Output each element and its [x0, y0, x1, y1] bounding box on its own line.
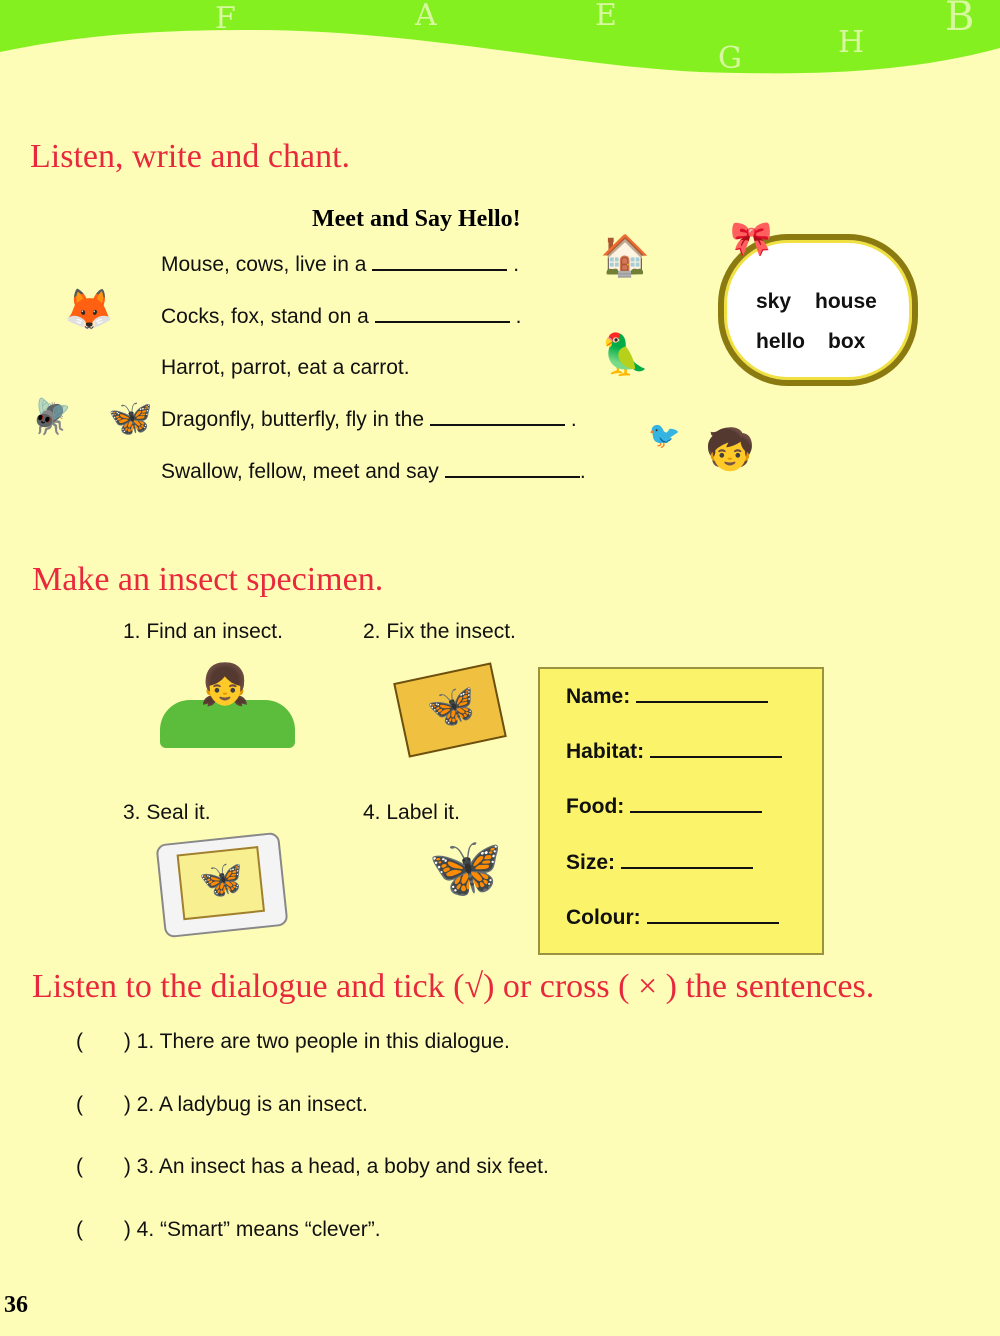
answer-bracket[interactable]: ( )	[76, 1030, 131, 1053]
answer-blank[interactable]	[445, 476, 580, 478]
label-field-habitat: Habitat:	[566, 740, 782, 764]
label-field-food: Food:	[566, 795, 762, 819]
step-label: 4. Label it.	[363, 801, 460, 824]
dragonfly-image: 🪰	[30, 398, 73, 436]
tick-item: ( ) 4. “Smart” means “clever”.	[76, 1218, 381, 1241]
pinned-butterfly-image: 🦋	[393, 662, 507, 757]
step-label: 1. Find an insect.	[123, 620, 283, 643]
sealed-butterfly-image: 🦋	[155, 832, 288, 938]
page-number: 36	[4, 1292, 28, 1318]
house-image: 🏠	[600, 234, 650, 278]
tick-item: ( ) 3. An insect has a head, a boby and six feet.	[76, 1155, 549, 1178]
word-box	[718, 220, 918, 386]
fox-cock-image: 🦊	[64, 288, 114, 332]
swallow-image: 🐦	[648, 420, 681, 450]
answer-blank[interactable]	[630, 811, 762, 813]
step-label: 2. Fix the insect.	[363, 620, 516, 643]
word-option: box	[828, 330, 866, 353]
tick-item: ( ) 1. There are two people in this dialogue.	[76, 1030, 510, 1053]
girl-with-net-image: 👧	[200, 663, 250, 707]
butterfly-image: 🦋	[108, 397, 153, 438]
chant-line-2: Cocks, fox, stand on a .	[161, 305, 522, 328]
chant-line-1: Mouse, cows, live in a .	[161, 253, 520, 276]
banner-letter: B	[945, 0, 975, 40]
answer-blank[interactable]	[621, 867, 753, 869]
answer-bracket[interactable]: ( )	[76, 1155, 131, 1178]
banner-letter: E	[595, 0, 617, 33]
label-field-size: Size:	[566, 851, 753, 875]
banner-letter: A	[415, 0, 437, 33]
section-heading: Listen to the dialogue and tick (√) or cross ( × ) the sentences.	[32, 968, 875, 1005]
bow-icon: 🎀	[730, 220, 773, 258]
answer-blank[interactable]	[372, 269, 507, 271]
label-card	[538, 667, 824, 955]
boy-waving-image: 🧒	[705, 428, 755, 472]
chant-line-3: Harrot, parrot, eat a carrot.	[161, 356, 410, 379]
word-option: hello	[756, 330, 806, 353]
answer-bracket[interactable]: ( )	[76, 1093, 131, 1116]
word-option: house	[815, 290, 877, 313]
grass-image	[160, 700, 295, 748]
header-banner	[0, 0, 1000, 80]
answer-bracket[interactable]: ( )	[76, 1218, 131, 1241]
answer-blank[interactable]	[375, 321, 510, 323]
chant-title: Meet and Say Hello!	[312, 206, 521, 232]
banner-letter: F	[215, 1, 236, 36]
chant-line-5: Swallow, fellow, meet and say .	[161, 460, 586, 483]
answer-blank[interactable]	[430, 424, 565, 426]
answer-blank[interactable]	[636, 701, 768, 703]
tick-item: ( ) 2. A ladybug is an insect.	[76, 1093, 368, 1116]
label-field-colour: Colour:	[566, 906, 779, 930]
word-option: sky	[756, 290, 792, 313]
chant-line-4: Dragonfly, butterfly, fly in the .	[161, 408, 577, 431]
label-field-name: Name:	[566, 685, 768, 709]
banner-letter: H	[838, 25, 865, 60]
step-label: 3. Seal it.	[123, 801, 211, 824]
section-heading: Listen, write and chant.	[30, 138, 351, 175]
answer-blank[interactable]	[647, 922, 779, 924]
butterfly-image: 🦋	[428, 834, 503, 901]
section-heading: Make an insect specimen.	[32, 561, 384, 598]
banner-letter: G	[718, 41, 742, 76]
parrot-boy-image: 🦜	[600, 333, 650, 377]
answer-blank[interactable]	[650, 756, 782, 758]
